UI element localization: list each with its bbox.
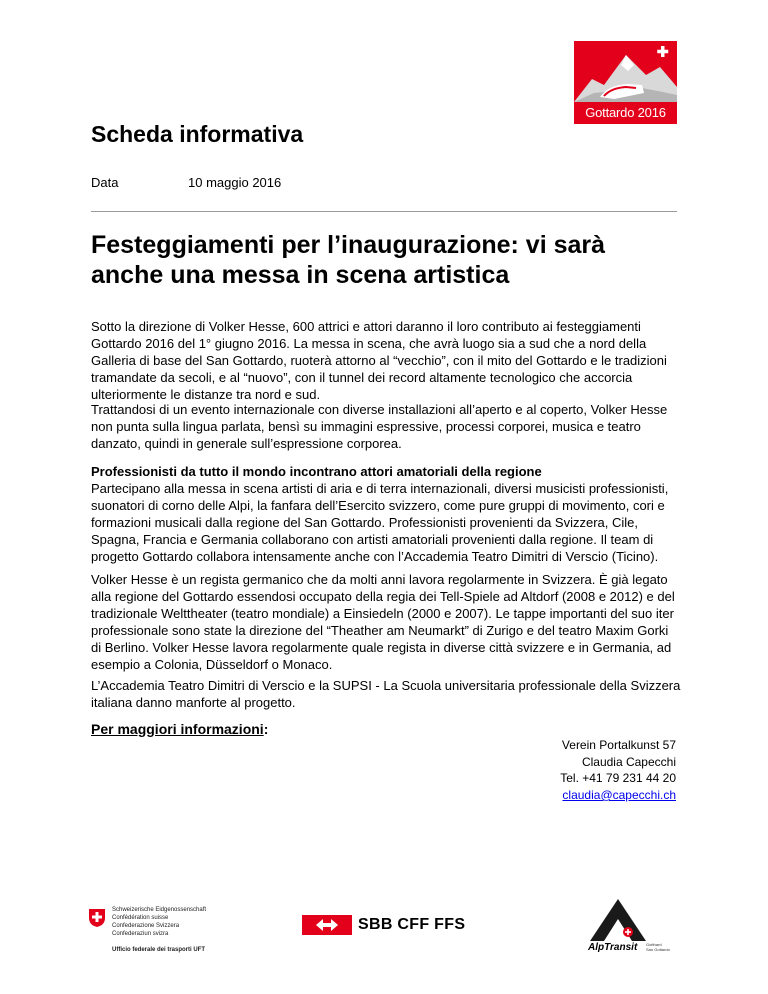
more-info-heading	[91, 721, 268, 737]
contact-email-link[interactable]: claudia@capecchi.ch	[562, 788, 676, 802]
date-label: Data	[91, 175, 119, 190]
swiss-name-rm: Confederaziun svizra	[112, 931, 169, 937]
swiss-name-de: Schweizerische Eidgenossenschaft	[112, 907, 207, 913]
paragraph-intro: Sotto la direzione di Volker Hesse, 600 attrici e attori daranno il loro contributo ai festeggiamenti Gottardo 2016 del 1° giugno 2016. La messa in scena, che avrà luogo sia a sud che a nord della Galleria di base del San Gottardo, ruoterà attorno al “vecchio”, con il mito del Gottardo e le tradizioni tramandate da secoli, e al “nuovo”, con il tunnel dei record altamente tecnologico che accorcia ulteriormente le distanze tra nord e sud.	[91, 319, 667, 402]
article-headline	[91, 230, 691, 290]
paragraph-concept: Trattandosi di un evento internazionale con diverse installazioni all’aperto e al coperto, Volker Hesse non punta sulla lingua parlata, bensì su immagini espressive, processi corporei, musica e teatro danzato, quindi in generale sull’espressione corporea.	[91, 402, 668, 451]
participants-text: Partecipano alla messa in scena artisti di aria e di terra internazionali, diversi musicisti professionisti, suonatori di corno delle Alpi, la fanfara dell’Esercito svizzero, come pure gruppi di movimento, cori e formazioni musicali dalla regione del San Gottardo. Professionisti provenienti da Svizzera, Cile, Spagna, Francia e Germania collaborano con artisti amatoriali provenienti dalla regione. Il team di progetto Gottardo collabora intensamente anche con l’Accademia Teatro Dimitri di Verscio (Ticino).	[91, 481, 669, 564]
alptransit-mountain-icon	[586, 899, 676, 941]
headline-line-1: Festeggiamenti per l’inaugurazione: vi sarà	[91, 231, 606, 259]
contact-phone: Tel. +41 79 231 44 20	[560, 771, 676, 785]
date-value: 10 maggio 2016	[188, 175, 282, 190]
sbb-arrows-icon	[302, 915, 352, 935]
contact-details	[480, 770, 676, 804]
swiss-name-it: Confederazione Svizzera	[112, 923, 180, 929]
more-info-colon: :	[263, 721, 269, 737]
alptransit-logo	[586, 899, 676, 957]
contact-address	[480, 737, 676, 771]
alptransit-subtitle	[646, 942, 670, 952]
swiss-name-fr: Confédération suisse	[112, 915, 169, 921]
swiss-confederation-names	[112, 906, 206, 938]
paragraph-director: Volker Hesse è un regista germanico che da molti anni lavora regolarmente in Svizzera. È già legato alla regione del Gottardo essendosi occupato della regia dei Tell-Spiele ad Altdorf (2008 e 2012) e del tradizionale Welttheater (teatro mondiale) a Einsiedeln (2000 e 2007). Le tappe importanti del suo iter professionale sono state la direzione del “Theather am Neumarkt” di Zurigo e del teatro Maxim Gorki di Berlino. Volker Hesse lavora regolarmente quale regista in diverse città svizzere e in Germania, ad esempio a Colonia, Düsseldorf o Monaco.	[91, 572, 675, 672]
header-divider	[91, 211, 677, 212]
swiss-office-name: Ufficio federale dei trasporti UFT	[112, 947, 206, 953]
contact-name: Claudia Capecchi	[581, 755, 676, 769]
alptransit-wordmark: AlpTransit	[588, 942, 638, 953]
section-subheading: Professionisti da tutto il mondo incontrano attori amatoriali della regione	[91, 464, 542, 479]
sbb-logo	[302, 913, 482, 937]
logo-label: Gottardo 2016	[574, 102, 677, 124]
gottardo-2016-logo	[574, 41, 677, 124]
contact-org: Verein Portalkunst 57	[561, 738, 676, 752]
alptransit-sub-san-gottardo: San Gottardo	[646, 947, 670, 952]
swiss-confederation-logo	[88, 906, 228, 958]
swiss-shield-icon	[88, 908, 106, 928]
paragraph-partners: L’Accademia Teatro Dimitri di Verscio e la SUPSI - La Scuola universitaria professionale della Svizzera italiana danno manforte al progetto.	[91, 678, 681, 710]
headline-line-2: anche una messa in scena artistica	[91, 261, 510, 289]
alptransit-sub-gotthard: Gotthard	[646, 942, 662, 947]
sbb-wordmark: SBB CFF FFS	[358, 916, 466, 933]
paragraph-participants	[91, 463, 681, 565]
more-info-heading-text: Per maggiori informazioni	[91, 721, 264, 737]
document-type-title: Scheda informativa	[91, 121, 304, 147]
